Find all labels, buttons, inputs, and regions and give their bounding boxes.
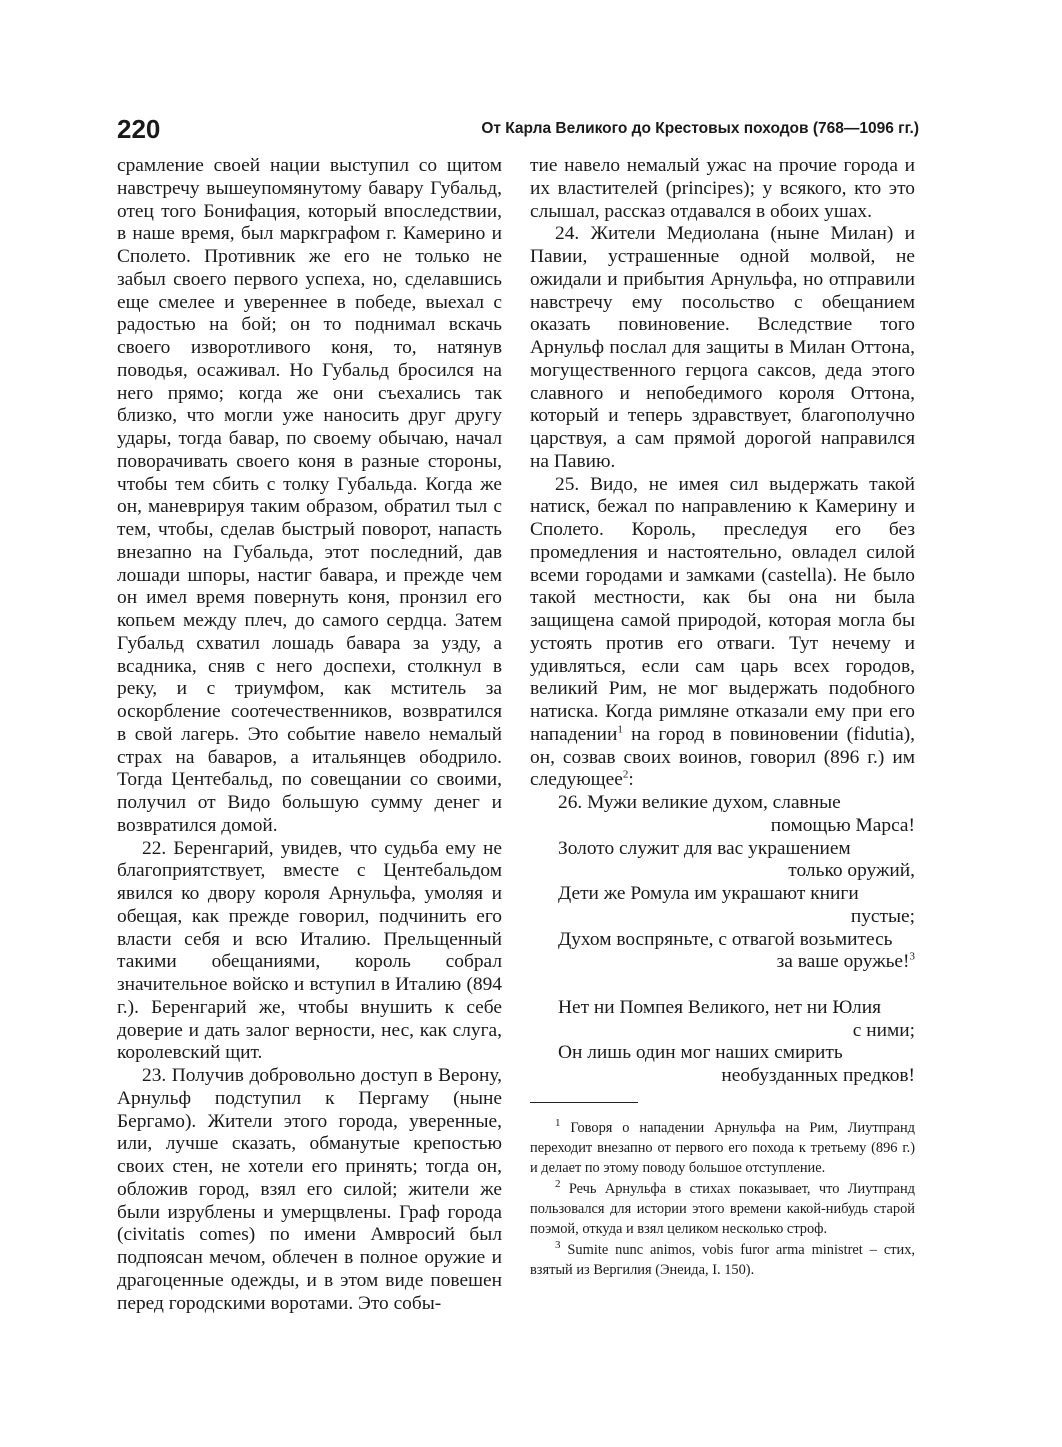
verse: [558, 1042, 915, 1088]
right-column: [530, 155, 915, 1280]
paragraph-continuation-right: тие навело немалый ужас на прочие города и их властителей (principes); у всякого, кто это слышал, рассказ отдавался в обоих ушах.: [530, 155, 915, 222]
footnote-ref-3: 3: [909, 950, 915, 963]
verse-line: 26. Мужи великие духом, славные: [558, 792, 841, 813]
verse-line-end: с ними;: [852, 1019, 915, 1041]
verse-line-end: только оружий,: [788, 860, 915, 882]
verse-line: Он лишь один мог наших смирить: [558, 1042, 843, 1064]
paragraph-23: 23. Получив добровольно доступ в Верону, Арнульф подступил к Пергаму (ныне Бергамо). Жители этого города, уверенные, или, лучше сказать, обманутые крепостью своих стен, не хотели его принять; тогда он, обложив город, взял его силой; жители же были изрублены и умерщвлены. Граф города (civitatis comes) по имени Амвросий был подпоясан мечом, облечен в полное оружие и драгоценные одежды, и в этом виде повешен перед городскими воротами. Это собы-: [117, 1065, 502, 1314]
verse: [558, 929, 915, 975]
verse-line: Золото служит для вас украшением: [558, 837, 851, 859]
footnote-1-text: Говоря о нападении Арнульфа на Рим, Лиутпранд переходит внезапно от первого его похода к третьему (896 г.) и делает по этому поводу большое отступление.: [530, 1119, 915, 1177]
poem: [530, 792, 915, 1088]
paragraph-25-text-c: :: [628, 769, 634, 791]
footnote-2: [530, 1179, 915, 1240]
page-header: [117, 112, 919, 148]
verse: [558, 838, 915, 884]
paragraph-24: 24. Жители Медиолана (ныне Милан) и Павии, устрашенные одной молвой, не ожидали и прибытия Арнульфа, но отправили навстречу ему посольство с обещанием оказать повиновение. Вследствие того Арнульф послал для защиты в Милан Оттона, могущественного герцога саксов, деда этого славного и непобедимого короля Оттона, который и теперь здравствует, благополучно царствуя, а сам прямой дорогой направился на Павию.: [530, 223, 915, 472]
paragraph-25-text-a: 25. Видо, не имея сил выдержать такой натиск, бежал по направлению к Камерину и Сполето. Король, преследуя его без промедления и настоятельно, овладел силой всеми городами и замками (castella). Не было такой местности, как бы она ни была защищена самой природой, которая могла бы устоять против его отваги. Тут нечему и удивляться, если сам царь всех городов, великий Рим, не мог выдержать подобного натиска. Когда римляне отказали ему при его нападении: [530, 473, 915, 745]
left-column: [117, 155, 502, 1315]
verse: [558, 883, 915, 929]
verse: [558, 997, 915, 1043]
page-number: 220: [117, 114, 161, 144]
footnote-1: [530, 1118, 915, 1179]
footnote-mark-3: 3: [555, 1238, 561, 1251]
verse-line: Нет ни Помпея Великого, нет ни Юлия: [558, 996, 882, 1018]
footnote-ref-1: 1: [617, 723, 623, 736]
footnote-mark-2: 2: [555, 1177, 561, 1190]
verse: [558, 792, 915, 838]
verse-line-end: пустые;: [850, 905, 915, 927]
running-title: От Карла Великого до Крестовых походов (768—1096 гг.): [481, 120, 919, 137]
paragraph-continuation: срамление своей нации выступил со щитом навстречу вышеупомянутому бавару Губальд, отец того Бонифация, который впоследствии, в наше время, был маркграфом г. Камерино и Сполето. Противник же его не только не забыл своего первого успеха, но, сделавшись еще смелее и увереннее в победе, выехал с радостью на бой; он то поднимал вскачь своего изворотливого коня, то, натянув поводья, осаживал. Но Губальд бросился на него прямо; когда же они съехались так близко, что могли уже наносить друг другу удары, тогда бавар, по своему обычаю, начал поворачивать своего коня в разные стороны, чтобы тем сбить с толку Губальда. Когда же он, маневрируя таким образом, обратил тыл с тем, чтобы, сделав быстрый поворот, напасть внезапно на Губальда, этот последний, дав лошади шпоры, настиг бавара, и прежде чем он имел время повернуть коня, пронзил его копьем между плеч, до самого сердца. Затем Губальд схватил лошадь бавара за узду, а всадника, сняв с него доспехи, столкнул в реку, и с триумфом, как мститель за оскорбление соотечественников, возвратился в свой лагерь. Это событие навело немалый страх на баваров, а итальянцев ободрило. Тогда Центебальд, по совещании со своими, получил от Видо большую сумму денег и возвратился домой.: [117, 155, 502, 836]
verse-line-end: необузданных предков!: [721, 1065, 915, 1086]
verse-line-end-text: за ваше оружье!: [776, 951, 910, 973]
footnote-separator: [530, 1102, 638, 1103]
paragraph-25: [530, 474, 915, 793]
footnote-2-text: Речь Арнульфа в стихах показывает, что Лиутпранд пользовался для истории этого времени какой-нибудь старой поэмой, откуда и взял целиком несколько строф.: [530, 1180, 915, 1238]
footnote-ref-2: 2: [622, 768, 629, 781]
verse-line-end: [558, 951, 915, 974]
verse-line: Дети же Ромула им украшают книги: [558, 883, 859, 904]
footnote-3-text: Sumite nunc animos, vobis furor arma ministret – стих, взятый из Вергилия (Энеида, I. 150).: [530, 1241, 915, 1278]
verse-line-end: помощью Марса!: [770, 814, 915, 836]
paragraph-22: 22. Беренгарий, увидев, что судьба ему не благоприятствует, вместе с Центебальдом явился ко двору короля Арнульфа, умоляя и обещая, как прежде говорил, подчинить его власти себя и всю Италию. Прельщенный такими обещаниями, король собрал значительное войско и вступил в Италию (894 г.). Беренгарий же, чтобы внушить к себе доверие и дать залог верности, нес, как слуга, королевский щит.: [117, 837, 502, 1064]
verse-line: Духом воспряньте, с отвагой возьмитесь: [558, 928, 893, 950]
footnote-mark-1: 1: [555, 1116, 561, 1129]
footnote-3: [530, 1240, 915, 1281]
paragraph-25-text-b: на город в повиновении (fidutia), он, созвав своих воинов, говорил (896 г.) им следующее: [530, 723, 915, 791]
stanza-break: [558, 974, 915, 997]
